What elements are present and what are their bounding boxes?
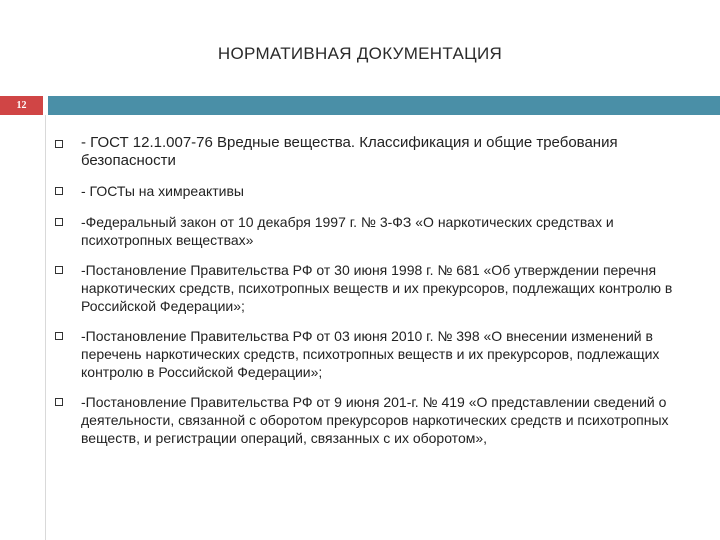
square-bullet-icon bbox=[55, 187, 63, 195]
square-bullet-icon bbox=[55, 332, 63, 340]
list-item-text: - ГОСТ 12.1.007-76 Вредные вещества. Классификация и общие требования безопасности bbox=[81, 134, 618, 169]
list-item-gost-reagents bbox=[55, 182, 695, 200]
square-bullet-icon bbox=[55, 218, 63, 226]
list-item-gost-12-1-007 bbox=[55, 134, 695, 170]
list-item-text: -Федеральный закон от 10 декабря 1997 г. № 3-ФЗ «О наркотических средствах и психотропных веществах» bbox=[81, 214, 614, 248]
square-bullet-icon bbox=[55, 140, 63, 148]
header-accent-band bbox=[48, 96, 720, 115]
list-item-decree-419 bbox=[55, 393, 695, 447]
list-item-text: -Постановление Правительства РФ от 9 июня 201-г. № 419 «О представлении сведений о деятельности, связанной с оборотом прекурсоров наркотических средств и психотропных веществ, и регистрации операций, связанных с их оборотом», bbox=[81, 394, 669, 446]
list-item-text: - ГОСТы на химреактивы bbox=[81, 183, 244, 199]
slide-title: НОРМАТИВНАЯ ДОКУМЕНТАЦИЯ bbox=[217, 44, 503, 63]
slide-number: 12 bbox=[0, 96, 43, 115]
left-divider-line bbox=[45, 115, 46, 540]
square-bullet-icon bbox=[55, 398, 63, 406]
document-list bbox=[55, 134, 695, 447]
list-item-text: -Постановление Правительства РФ от 30 июня 1998 г. № 681 «Об утверждении перечня наркотических средств, психотропных веществ и их прекурсоров, подлежащих контролю в Российской Федерации»; bbox=[81, 262, 673, 314]
list-item-decree-681 bbox=[55, 261, 695, 315]
square-bullet-icon bbox=[55, 266, 63, 274]
list-item-federal-law bbox=[55, 213, 695, 249]
list-item-decree-398 bbox=[55, 327, 695, 381]
list-item-text: -Постановление Правительства РФ от 03 июня 2010 г. № 398 «О внесении изменений в перечень наркотических средств, психотропных веществ и их прекурсоров, подлежащих контролю в Российской Федерации»; bbox=[81, 328, 660, 380]
